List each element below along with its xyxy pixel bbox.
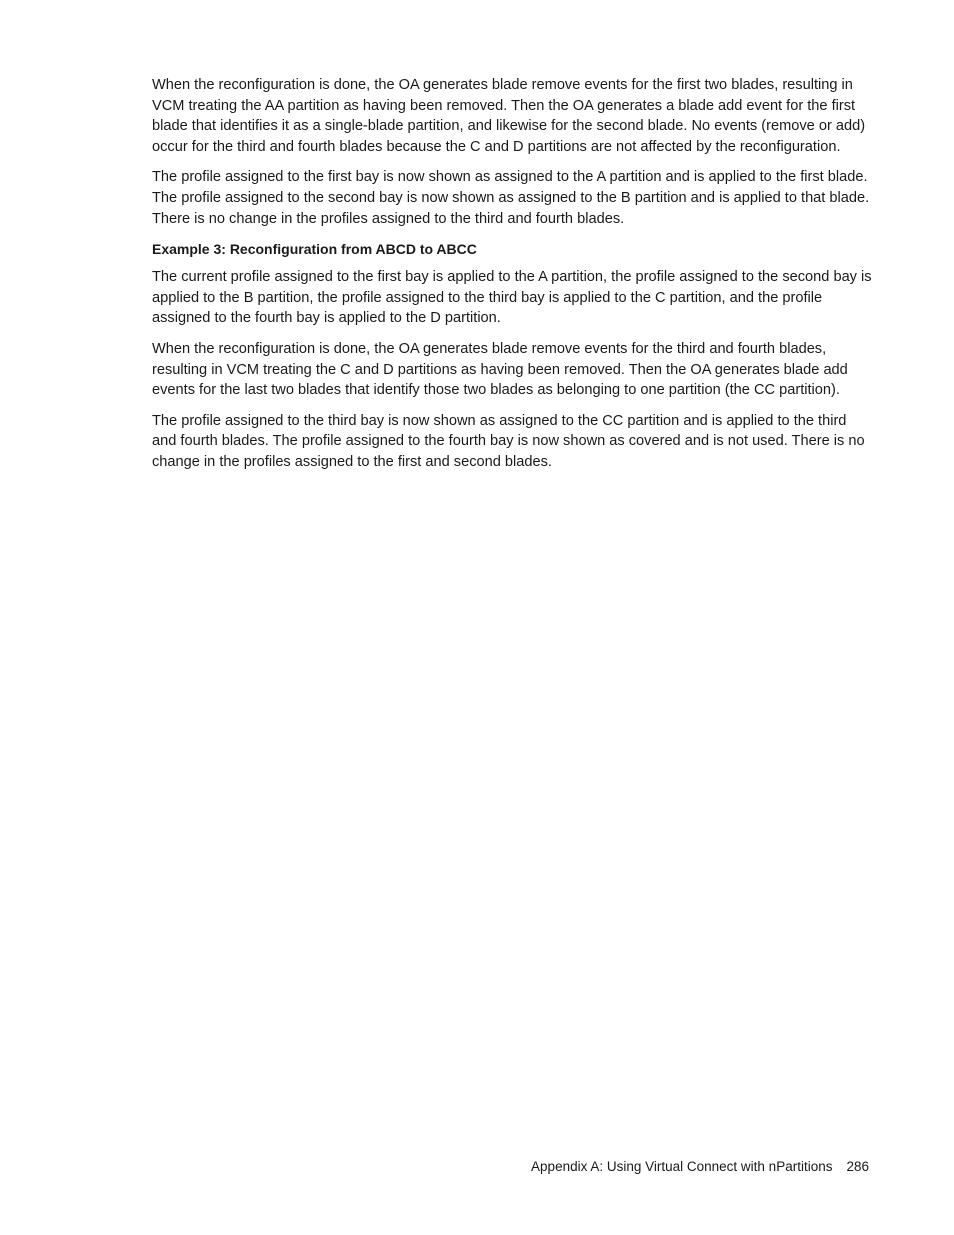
example-3-heading: Example 3: Reconfiguration from ABCD to ABCC bbox=[152, 241, 477, 258]
paragraph-remove-events: When the reconfiguration is done, the OA generates blade remove events for the first two blades, resulting in VCM treating the AA partition as having been removed. Then the OA generates a blade add event for the first blade that identifies it as a single-blade partition, and likewise for the second blade. No events (remove or add) occur for the third and fourth blades because the C and D partitions are not affected by the reconfiguration. bbox=[152, 77, 866, 155]
paragraph-current-profiles: The current profile assigned to the first bay is applied to the A partition, the profile assigned to the second bay is applied to the B partition, the profile assigned to the third bay is applied to the C partition, and the profile assigned to the fourth bay is applied to the D partition. bbox=[152, 269, 872, 327]
page-number: 286 bbox=[846, 1159, 869, 1174]
paragraph-profile-assignment: The profile assigned to the first bay is now shown as assigned to the A partition and is applied to the first blade. The profile assigned to the second bay is now shown as assigned to the B partition and is applied to that blade. There is no change in the profiles assigned to the third and fourth blades. bbox=[152, 169, 870, 227]
page-footer bbox=[531, 1158, 869, 1176]
page-content bbox=[152, 75, 872, 483]
paragraph-cc-partition: The profile assigned to the third bay is now shown as assigned to the CC partition and is applied to the third and fourth blades. The profile assigned to the fourth bay is now shown as covered and is not used. There is no change in the profiles assigned to the first and second blades. bbox=[152, 412, 865, 470]
footer-section-title: Appendix A: Using Virtual Connect with nPartitions bbox=[531, 1159, 833, 1174]
paragraph-reconfiguration-events: When the reconfiguration is done, the OA generates blade remove events for the third and fourth blades, resulting in VCM treating the C and D partitions as having been removed. Then the OA generates blade add events for the last two blades that identify those two blades as belonging to one partition (the CC partition). bbox=[152, 340, 848, 399]
